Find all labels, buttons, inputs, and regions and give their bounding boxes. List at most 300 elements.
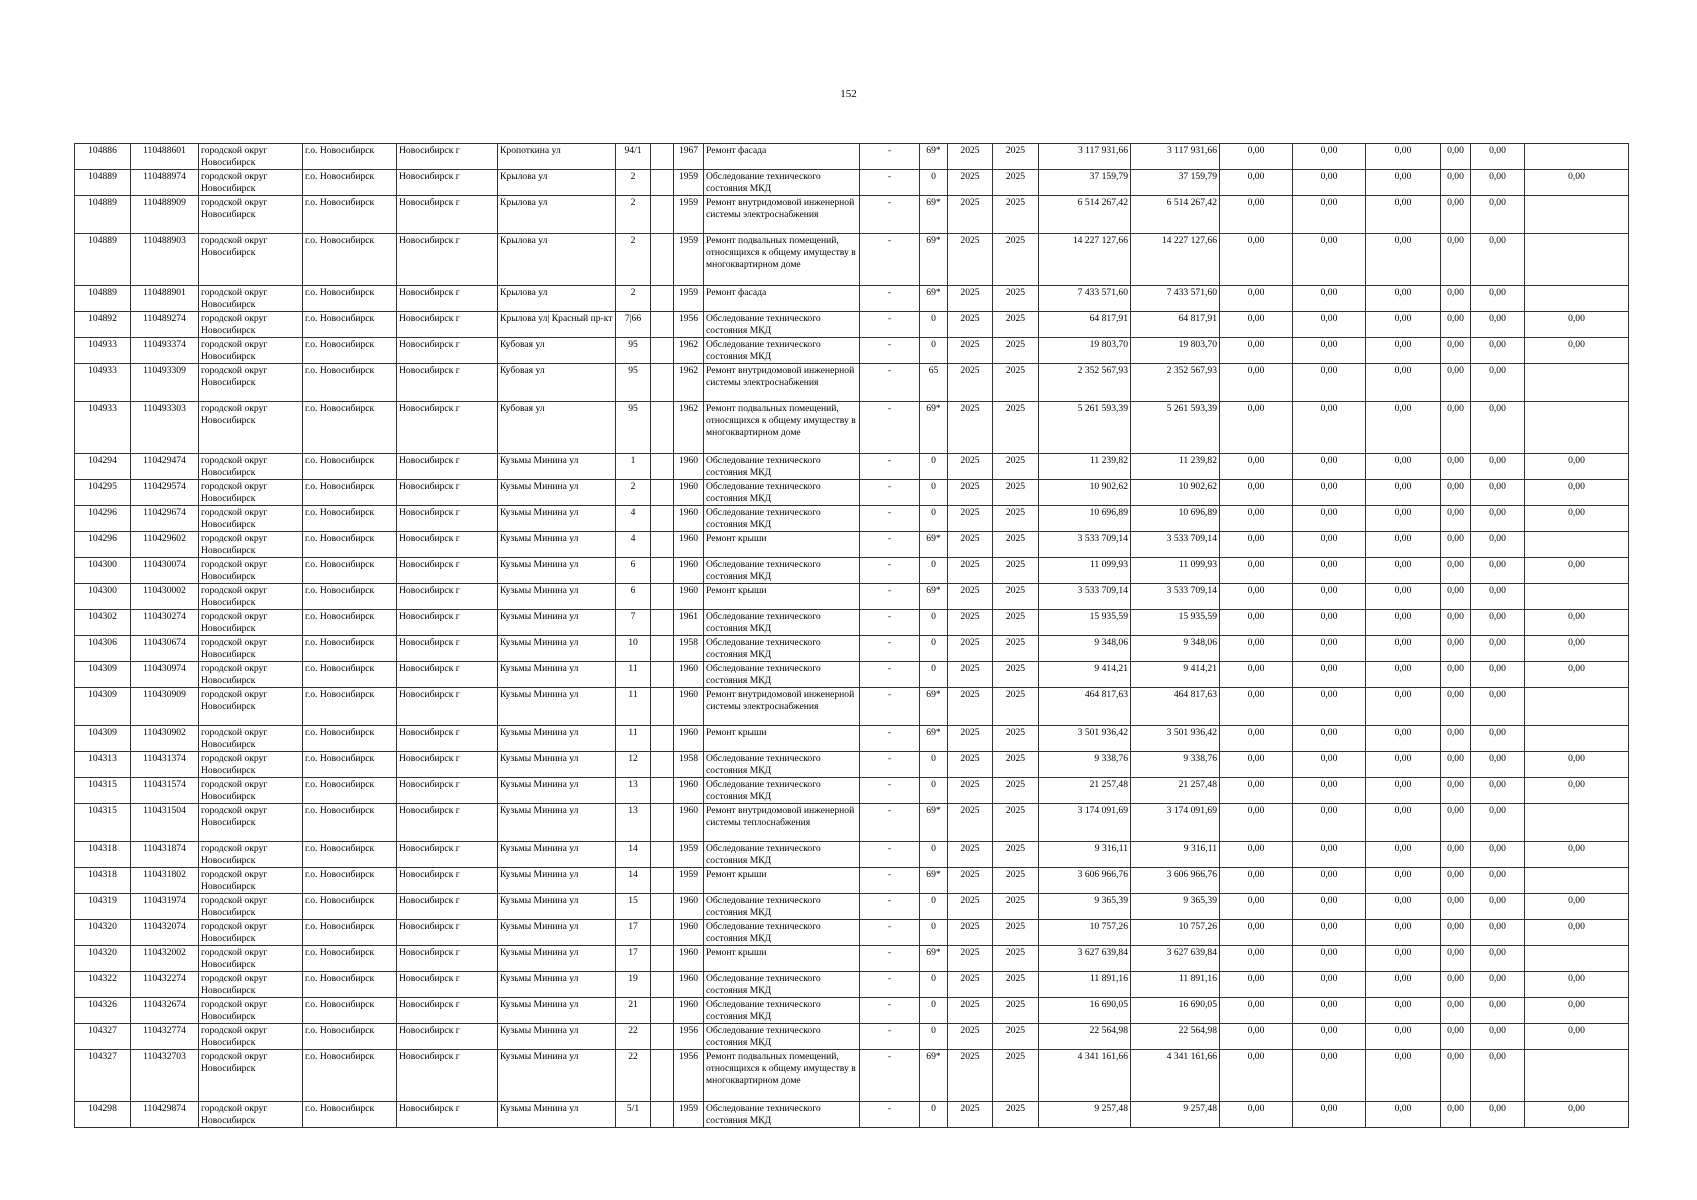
cell-total-cost: 21 257,48	[1039, 778, 1131, 804]
cell-building	[651, 196, 674, 234]
cell-year-start: 2025	[948, 662, 993, 688]
cell-year-end: 2025	[993, 662, 1039, 688]
cell-fund-cost: 2 352 567,93	[1131, 364, 1220, 402]
cell-work-id: 110431574	[131, 778, 199, 804]
cell-building	[651, 894, 674, 920]
cell-owners-funds: 0,00	[1441, 998, 1471, 1024]
cell-fund-cost: 11 891,16	[1131, 972, 1220, 998]
table-row	[75, 338, 1629, 364]
cell-wear: 69*	[920, 726, 948, 752]
cell-owners-funds: 0,00	[1441, 558, 1471, 584]
cell-owners-funds: 0,00	[1441, 170, 1471, 196]
cell-owners-funds: 0,00	[1441, 480, 1471, 506]
cell-municipality: г.о. Новосибирск	[303, 532, 397, 558]
cell-total-cost: 16 690,05	[1039, 998, 1131, 1024]
cell-extra	[1525, 1050, 1629, 1102]
cell-house-number: 1	[616, 454, 651, 480]
cell-street: Кузьмы Минина ул	[498, 868, 616, 894]
cell-owners-funds: 0,00	[1441, 778, 1471, 804]
cell-year-built: 1959	[674, 842, 704, 868]
cell-house-number: 11	[616, 662, 651, 688]
cell-record-id: 104294	[75, 454, 131, 480]
cell-budget-local: 0,00	[1366, 480, 1441, 506]
cell-budget-federal: 0,00	[1220, 480, 1293, 506]
cell-year-built: 1960	[674, 920, 704, 946]
cell-dash: -	[860, 842, 920, 868]
cell-budget-region: 0,00	[1293, 286, 1366, 312]
cell-year-start: 2025	[948, 338, 993, 364]
cell-municipal-district: городской округ Новосибирск	[199, 1050, 303, 1102]
cell-building	[651, 144, 674, 170]
cell-municipal-district: городской округ Новосибирск	[199, 506, 303, 532]
cell-wear: 0	[920, 170, 948, 196]
cell-year-start: 2025	[948, 1050, 993, 1102]
cell-total-cost: 9 316,11	[1039, 842, 1131, 868]
cell-house-number: 21	[616, 998, 651, 1024]
cell-house-number: 11	[616, 726, 651, 752]
cell-settlement: Новосибирск г	[397, 558, 498, 584]
cell-budget-local: 0,00	[1366, 1102, 1441, 1128]
cell-budget-region: 0,00	[1293, 636, 1366, 662]
cell-building	[651, 610, 674, 636]
cell-extra	[1525, 234, 1629, 286]
cell-work-id: 110430909	[131, 688, 199, 726]
cell-wear: 0	[920, 778, 948, 804]
cell-owners-funds: 0,00	[1441, 1024, 1471, 1050]
cell-settlement: Новосибирск г	[397, 868, 498, 894]
cell-owners-funds: 0,00	[1441, 920, 1471, 946]
cell-other-funds: 0,00	[1471, 610, 1525, 636]
cell-owners-funds: 0,00	[1441, 752, 1471, 778]
cell-budget-local: 0,00	[1366, 804, 1441, 842]
cell-dash: -	[860, 454, 920, 480]
cell-year-start: 2025	[948, 920, 993, 946]
cell-total-cost: 11 099,93	[1039, 558, 1131, 584]
cell-fund-cost: 15 935,59	[1131, 610, 1220, 636]
cell-budget-local: 0,00	[1366, 144, 1441, 170]
cell-year-start: 2025	[948, 286, 993, 312]
cell-owners-funds: 0,00	[1441, 688, 1471, 726]
cell-dash: -	[860, 286, 920, 312]
cell-settlement: Новосибирск г	[397, 920, 498, 946]
cell-street: Кузьмы Минина ул	[498, 946, 616, 972]
cell-year-built: 1956	[674, 1050, 704, 1102]
cell-work-id: 110493303	[131, 402, 199, 454]
table-row	[75, 312, 1629, 338]
table-row	[75, 1024, 1629, 1050]
cell-record-id: 104302	[75, 610, 131, 636]
cell-record-id: 104327	[75, 1050, 131, 1102]
cell-budget-federal: 0,00	[1220, 170, 1293, 196]
table-row	[75, 842, 1629, 868]
cell-street: Кузьмы Минина ул	[498, 726, 616, 752]
cell-total-cost: 37 159,79	[1039, 170, 1131, 196]
cell-house-number: 11	[616, 688, 651, 726]
cell-budget-federal: 0,00	[1220, 972, 1293, 998]
cell-house-number: 6	[616, 584, 651, 610]
cell-municipal-district: городской округ Новосибирск	[199, 662, 303, 688]
cell-year-end: 2025	[993, 842, 1039, 868]
cell-wear: 0	[920, 610, 948, 636]
cell-municipality: г.о. Новосибирск	[303, 170, 397, 196]
cell-building	[651, 170, 674, 196]
cell-work-type: Ремонт подвальных помещений, относящихся к общему имуществу в многоквартирном доме	[704, 402, 860, 454]
cell-owners-funds: 0,00	[1441, 312, 1471, 338]
cell-budget-local: 0,00	[1366, 312, 1441, 338]
cell-dash: -	[860, 804, 920, 842]
table-row	[75, 144, 1629, 170]
cell-year-end: 2025	[993, 778, 1039, 804]
cell-municipality: г.о. Новосибирск	[303, 946, 397, 972]
cell-settlement: Новосибирск г	[397, 894, 498, 920]
cell-settlement: Новосибирск г	[397, 170, 498, 196]
cell-building	[651, 532, 674, 558]
cell-house-number: 7|66	[616, 312, 651, 338]
cell-work-id: 110432002	[131, 946, 199, 972]
table-row	[75, 752, 1629, 778]
cell-fund-cost: 464 817,63	[1131, 688, 1220, 726]
cell-work-id: 110432074	[131, 920, 199, 946]
cell-other-funds: 0,00	[1471, 662, 1525, 688]
cell-year-built: 1959	[674, 868, 704, 894]
cell-year-start: 2025	[948, 636, 993, 662]
cell-budget-region: 0,00	[1293, 196, 1366, 234]
cell-wear: 69*	[920, 234, 948, 286]
cell-budget-region: 0,00	[1293, 920, 1366, 946]
cell-year-start: 2025	[948, 868, 993, 894]
cell-street: Кузьмы Минина ул	[498, 804, 616, 842]
cell-total-cost: 3 606 966,76	[1039, 868, 1131, 894]
cell-year-start: 2025	[948, 1024, 993, 1050]
cell-building	[651, 454, 674, 480]
cell-budget-local: 0,00	[1366, 234, 1441, 286]
cell-total-cost: 3 533 709,14	[1039, 584, 1131, 610]
cell-street: Кузьмы Минина ул	[498, 454, 616, 480]
cell-wear: 69*	[920, 946, 948, 972]
cell-municipal-district: городской округ Новосибирск	[199, 688, 303, 726]
cell-owners-funds: 0,00	[1441, 726, 1471, 752]
cell-budget-local: 0,00	[1366, 196, 1441, 234]
cell-year-start: 2025	[948, 726, 993, 752]
cell-year-end: 2025	[993, 144, 1039, 170]
cell-settlement: Новосибирск г	[397, 804, 498, 842]
cell-owners-funds: 0,00	[1441, 610, 1471, 636]
cell-municipal-district: городской округ Новосибирск	[199, 946, 303, 972]
cell-budget-local: 0,00	[1366, 1050, 1441, 1102]
cell-budget-local: 0,00	[1366, 752, 1441, 778]
cell-budget-federal: 0,00	[1220, 364, 1293, 402]
cell-budget-region: 0,00	[1293, 234, 1366, 286]
cell-budget-federal: 0,00	[1220, 1050, 1293, 1102]
cell-dash: -	[860, 778, 920, 804]
cell-fund-cost: 9 338,76	[1131, 752, 1220, 778]
cell-owners-funds: 0,00	[1441, 338, 1471, 364]
cell-municipal-district: городской округ Новосибирск	[199, 610, 303, 636]
cell-street: Кузьмы Минина ул	[498, 688, 616, 726]
cell-year-end: 2025	[993, 234, 1039, 286]
cell-street: Кузьмы Минина ул	[498, 1024, 616, 1050]
cell-wear: 0	[920, 972, 948, 998]
cell-fund-cost: 5 261 593,39	[1131, 402, 1220, 454]
cell-record-id: 104295	[75, 480, 131, 506]
cell-year-built: 1962	[674, 402, 704, 454]
cell-fund-cost: 3 606 966,76	[1131, 868, 1220, 894]
cell-building	[651, 1024, 674, 1050]
cell-house-number: 94/1	[616, 144, 651, 170]
cell-municipal-district: городской округ Новосибирск	[199, 804, 303, 842]
cell-work-type: Обследование технического состояния МКД	[704, 752, 860, 778]
cell-budget-local: 0,00	[1366, 338, 1441, 364]
cell-building	[651, 558, 674, 584]
cell-owners-funds: 0,00	[1441, 584, 1471, 610]
cell-work-id: 110432703	[131, 1050, 199, 1102]
cell-year-end: 2025	[993, 402, 1039, 454]
cell-budget-region: 0,00	[1293, 946, 1366, 972]
cell-wear: 69*	[920, 532, 948, 558]
cell-budget-federal: 0,00	[1220, 946, 1293, 972]
cell-owners-funds: 0,00	[1441, 532, 1471, 558]
cell-house-number: 5/1	[616, 1102, 651, 1128]
cell-budget-region: 0,00	[1293, 842, 1366, 868]
cell-extra: 0,00	[1525, 842, 1629, 868]
cell-street: Кузьмы Минина ул	[498, 636, 616, 662]
cell-budget-federal: 0,00	[1220, 584, 1293, 610]
cell-fund-cost: 19 803,70	[1131, 338, 1220, 364]
cell-work-type: Ремонт подвальных помещений, относящихся к общему имуществу в многоквартирном доме	[704, 1050, 860, 1102]
cell-work-type: Обследование технического состояния МКД	[704, 894, 860, 920]
cell-settlement: Новосибирск г	[397, 454, 498, 480]
cell-total-cost: 3 627 639,84	[1039, 946, 1131, 972]
cell-budget-region: 0,00	[1293, 752, 1366, 778]
cell-year-built: 1960	[674, 480, 704, 506]
cell-work-id: 110432274	[131, 972, 199, 998]
cell-work-type: Ремонт крыши	[704, 532, 860, 558]
cell-wear: 69*	[920, 286, 948, 312]
cell-dash: -	[860, 610, 920, 636]
cell-street: Кубовая ул	[498, 402, 616, 454]
cell-budget-local: 0,00	[1366, 972, 1441, 998]
cell-municipal-district: городской округ Новосибирск	[199, 752, 303, 778]
cell-budget-federal: 0,00	[1220, 868, 1293, 894]
cell-municipal-district: городской округ Новосибирск	[199, 286, 303, 312]
cell-year-built: 1956	[674, 312, 704, 338]
cell-year-start: 2025	[948, 752, 993, 778]
cell-year-end: 2025	[993, 558, 1039, 584]
cell-municipality: г.о. Новосибирск	[303, 312, 397, 338]
cell-record-id: 104309	[75, 688, 131, 726]
cell-other-funds: 0,00	[1471, 972, 1525, 998]
cell-year-end: 2025	[993, 480, 1039, 506]
cell-budget-region: 0,00	[1293, 454, 1366, 480]
cell-other-funds: 0,00	[1471, 1024, 1525, 1050]
cell-other-funds: 0,00	[1471, 726, 1525, 752]
cell-fund-cost: 10 757,26	[1131, 920, 1220, 946]
cell-total-cost: 5 261 593,39	[1039, 402, 1131, 454]
cell-extra	[1525, 868, 1629, 894]
cell-street: Кузьмы Минина ул	[498, 662, 616, 688]
cell-settlement: Новосибирск г	[397, 402, 498, 454]
cell-budget-region: 0,00	[1293, 726, 1366, 752]
cell-wear: 69*	[920, 868, 948, 894]
cell-wear: 69*	[920, 688, 948, 726]
cell-dash: -	[860, 662, 920, 688]
cell-other-funds: 0,00	[1471, 804, 1525, 842]
table-row	[75, 726, 1629, 752]
cell-dash: -	[860, 584, 920, 610]
cell-budget-local: 0,00	[1366, 946, 1441, 972]
cell-work-type: Ремонт фасада	[704, 286, 860, 312]
cell-budget-local: 0,00	[1366, 454, 1441, 480]
cell-budget-federal: 0,00	[1220, 842, 1293, 868]
cell-extra: 0,00	[1525, 480, 1629, 506]
cell-building	[651, 1050, 674, 1102]
cell-settlement: Новосибирск г	[397, 196, 498, 234]
cell-owners-funds: 0,00	[1441, 868, 1471, 894]
cell-wear: 0	[920, 842, 948, 868]
cell-year-end: 2025	[993, 998, 1039, 1024]
cell-record-id: 104300	[75, 584, 131, 610]
cell-total-cost: 11 239,82	[1039, 454, 1131, 480]
cell-street: Крылова ул	[498, 170, 616, 196]
cell-year-end: 2025	[993, 752, 1039, 778]
cell-year-built: 1958	[674, 636, 704, 662]
cell-house-number: 13	[616, 804, 651, 842]
cell-year-start: 2025	[948, 894, 993, 920]
cell-street: Кузьмы Минина ул	[498, 1102, 616, 1128]
cell-owners-funds: 0,00	[1441, 144, 1471, 170]
cell-street: Крылова ул	[498, 286, 616, 312]
cell-budget-federal: 0,00	[1220, 610, 1293, 636]
cell-work-type: Обследование технического состояния МКД	[704, 920, 860, 946]
cell-budget-region: 0,00	[1293, 688, 1366, 726]
cell-budget-local: 0,00	[1366, 286, 1441, 312]
cell-record-id: 104319	[75, 894, 131, 920]
cell-fund-cost: 3 117 931,66	[1131, 144, 1220, 170]
table-row	[75, 454, 1629, 480]
cell-budget-federal: 0,00	[1220, 338, 1293, 364]
table-row	[75, 972, 1629, 998]
cell-extra: 0,00	[1525, 338, 1629, 364]
cell-municipality: г.о. Новосибирск	[303, 778, 397, 804]
cell-building	[651, 752, 674, 778]
cell-fund-cost: 11 099,93	[1131, 558, 1220, 584]
cell-record-id: 104309	[75, 726, 131, 752]
cell-record-id: 104889	[75, 196, 131, 234]
table-row	[75, 558, 1629, 584]
cell-budget-local: 0,00	[1366, 894, 1441, 920]
cell-year-built: 1960	[674, 726, 704, 752]
cell-fund-cost: 37 159,79	[1131, 170, 1220, 196]
cell-owners-funds: 0,00	[1441, 196, 1471, 234]
cell-budget-region: 0,00	[1293, 868, 1366, 894]
cell-extra: 0,00	[1525, 170, 1629, 196]
cell-total-cost: 19 803,70	[1039, 338, 1131, 364]
cell-wear: 0	[920, 662, 948, 688]
cell-budget-region: 0,00	[1293, 364, 1366, 402]
cell-wear: 69*	[920, 1050, 948, 1102]
cell-settlement: Новосибирск г	[397, 752, 498, 778]
cell-work-id: 110488903	[131, 234, 199, 286]
cell-municipality: г.о. Новосибирск	[303, 1024, 397, 1050]
cell-wear: 69*	[920, 402, 948, 454]
cell-dash: -	[860, 532, 920, 558]
table-row	[75, 868, 1629, 894]
cell-street: Крылова ул	[498, 196, 616, 234]
cell-record-id: 104298	[75, 1102, 131, 1128]
cell-record-id: 104296	[75, 532, 131, 558]
cell-year-built: 1967	[674, 144, 704, 170]
cell-work-id: 110430674	[131, 636, 199, 662]
cell-work-id: 110493374	[131, 338, 199, 364]
cell-street: Кузьмы Минина ул	[498, 610, 616, 636]
cell-dash: -	[860, 312, 920, 338]
cell-budget-federal: 0,00	[1220, 920, 1293, 946]
cell-other-funds: 0,00	[1471, 998, 1525, 1024]
cell-fund-cost: 9 316,11	[1131, 842, 1220, 868]
cell-municipal-district: городской округ Новосибирск	[199, 842, 303, 868]
cell-work-type: Обследование технического состояния МКД	[704, 778, 860, 804]
cell-fund-cost: 3 501 936,42	[1131, 726, 1220, 752]
cell-building	[651, 338, 674, 364]
cell-work-type: Ремонт крыши	[704, 946, 860, 972]
cell-other-funds: 0,00	[1471, 778, 1525, 804]
cell-year-end: 2025	[993, 946, 1039, 972]
cell-year-end: 2025	[993, 610, 1039, 636]
cell-other-funds: 0,00	[1471, 338, 1525, 364]
cell-year-end: 2025	[993, 920, 1039, 946]
cell-house-number: 17	[616, 920, 651, 946]
cell-street: Кузьмы Минина ул	[498, 998, 616, 1024]
cell-budget-region: 0,00	[1293, 506, 1366, 532]
cell-total-cost: 9 348,06	[1039, 636, 1131, 662]
cell-budget-region: 0,00	[1293, 480, 1366, 506]
cell-work-type: Обследование технического состояния МКД	[704, 998, 860, 1024]
cell-extra	[1525, 726, 1629, 752]
cell-street: Кубовая ул	[498, 364, 616, 402]
cell-year-built: 1960	[674, 532, 704, 558]
cell-house-number: 6	[616, 558, 651, 584]
table-row	[75, 1102, 1629, 1128]
cell-budget-federal: 0,00	[1220, 662, 1293, 688]
cell-year-built: 1961	[674, 610, 704, 636]
cell-total-cost: 22 564,98	[1039, 1024, 1131, 1050]
table-row	[75, 998, 1629, 1024]
table-row	[75, 610, 1629, 636]
cell-work-id: 110431974	[131, 894, 199, 920]
cell-municipality: г.о. Новосибирск	[303, 752, 397, 778]
cell-record-id: 104296	[75, 506, 131, 532]
cell-municipality: г.о. Новосибирск	[303, 364, 397, 402]
cell-work-id: 110431874	[131, 842, 199, 868]
cell-total-cost: 10 757,26	[1039, 920, 1131, 946]
cell-fund-cost: 11 239,82	[1131, 454, 1220, 480]
cell-budget-region: 0,00	[1293, 1102, 1366, 1128]
cell-budget-local: 0,00	[1366, 636, 1441, 662]
cell-dash: -	[860, 688, 920, 726]
cell-budget-federal: 0,00	[1220, 688, 1293, 726]
cell-fund-cost: 7 433 571,60	[1131, 286, 1220, 312]
cell-work-type: Ремонт крыши	[704, 584, 860, 610]
cell-total-cost: 15 935,59	[1039, 610, 1131, 636]
cell-work-id: 110431504	[131, 804, 199, 842]
cell-budget-local: 0,00	[1366, 610, 1441, 636]
cell-dash: -	[860, 636, 920, 662]
cell-year-built: 1960	[674, 972, 704, 998]
cell-budget-federal: 0,00	[1220, 196, 1293, 234]
cell-settlement: Новосибирск г	[397, 480, 498, 506]
cell-work-id: 110488601	[131, 144, 199, 170]
cell-year-start: 2025	[948, 506, 993, 532]
